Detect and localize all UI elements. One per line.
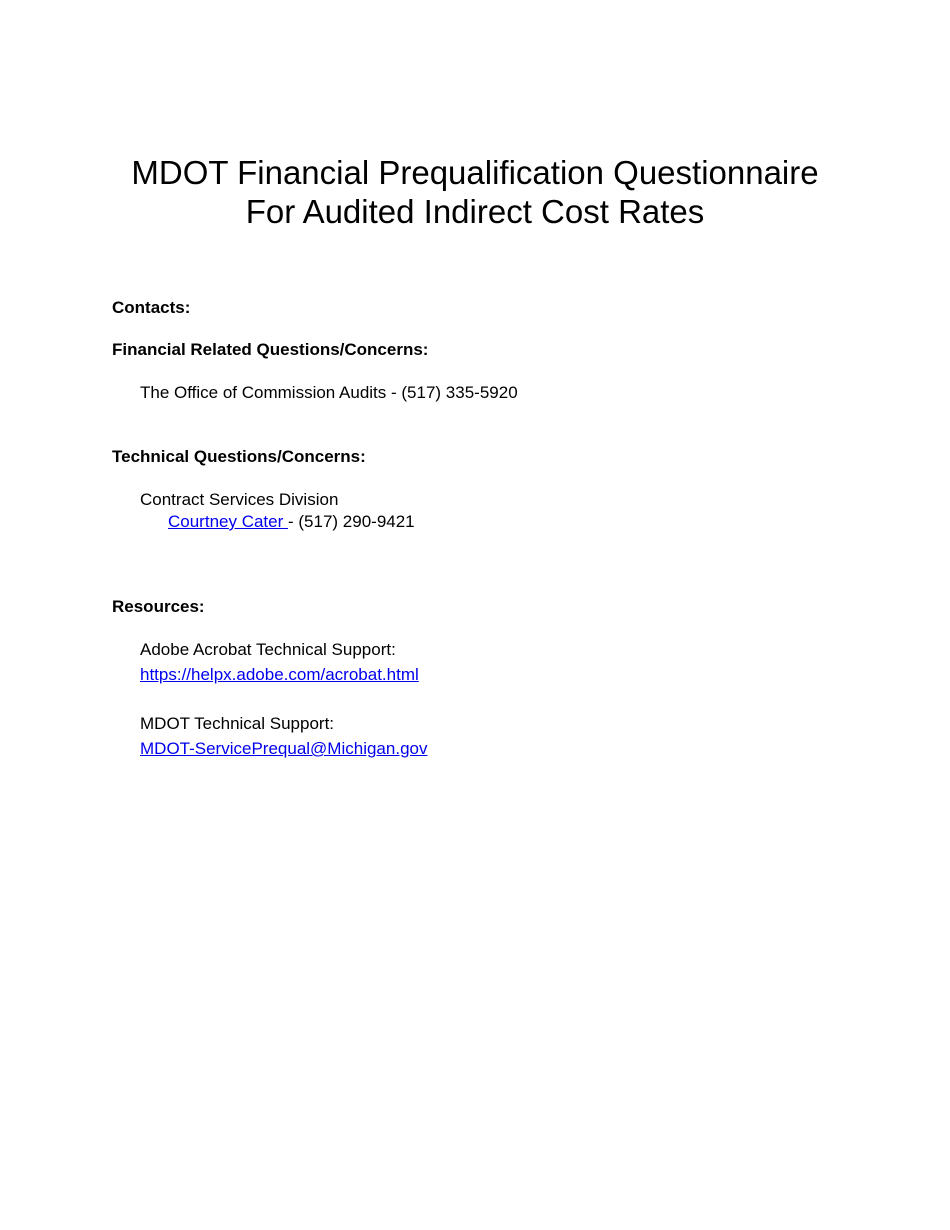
technical-division-text: Contract Services Division bbox=[140, 490, 339, 509]
technical-contact-line bbox=[168, 512, 415, 532]
adobe-support-link[interactable]: https://helpx.adobe.com/acrobat.html bbox=[140, 665, 419, 684]
page-title-line-1: MDOT Financial Prequalification Questionnaire bbox=[131, 154, 819, 191]
financial-questions-heading: Financial Related Questions/Concerns: bbox=[112, 340, 429, 359]
mdot-support-email-link[interactable]: MDOT-ServicePrequal@Michigan.gov bbox=[140, 739, 428, 758]
courtney-cater-link[interactable]: Courtney Cater bbox=[168, 512, 288, 531]
resources-heading: Resources: bbox=[112, 597, 205, 616]
technical-questions-heading: Technical Questions/Concerns: bbox=[112, 447, 366, 466]
mdot-support-label: MDOT Technical Support: bbox=[140, 714, 335, 733]
contacts-heading: Contacts: bbox=[112, 298, 191, 317]
page-title bbox=[0, 153, 950, 231]
adobe-support-label: Adobe Acrobat Technical Support: bbox=[140, 640, 396, 659]
adobe-support-line bbox=[140, 665, 419, 685]
financial-contact-text: The Office of Commission Audits - (517) 335-5920 bbox=[140, 383, 518, 402]
page-title-line-2: For Audited Indirect Cost Rates bbox=[245, 193, 705, 230]
technical-contact-phone: - (517) 290-9421 bbox=[288, 512, 415, 531]
mdot-support-line bbox=[140, 739, 427, 759]
